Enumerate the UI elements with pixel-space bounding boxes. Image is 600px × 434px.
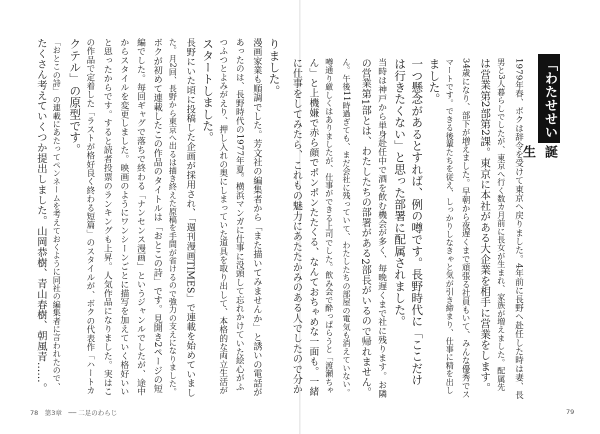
text-column: スタートしました。	[201, 38, 216, 144]
text-column: マートです。できる後輩たちを従え、しっかりしなきゃと気が引き締まり、仕事に精を出し	[445, 58, 455, 395]
text-column: たくさん考えていくつか提出しました。山岡恭樹、青山春樹、朝風青……。	[34, 38, 47, 394]
text-column: りました。	[267, 38, 282, 97]
heading-title-rest: 誕生	[520, 145, 557, 159]
text-column: 男と3人暮らしでしたが、東京へ行く数カ月前に長女が生まれ、家族が増えました。配属先	[496, 58, 506, 392]
text-column: と思ったからです。すると読者投票のランキングも上昇。人気作品になりました。実はこ	[101, 38, 112, 396]
text-column: 「おとこの詩」の連載にあたってペンネームを考えておくように同社の編集者に言われたので、	[52, 38, 62, 391]
right-page-folio: 79	[566, 408, 575, 416]
text-column: ました。	[427, 58, 442, 105]
text-column: 編でした。毎回ギャグで落ちで終わる「ナンセンス漫画」というジャンルでしたが、途中	[134, 38, 145, 396]
text-column: 漫画家業も順調でした。芳文社の編集者から「また描いてみませんか」と誘いの電話が	[251, 38, 262, 397]
text-column: は行きたくない」と思った部署に配属されました。	[393, 58, 408, 328]
text-column: 当時は神戸から単身赴任中で酒を飲む機会が多く、毎晩遅くまで社に残ります。お隣	[376, 58, 387, 399]
text-column: 長野にいた頃に投稿した企画が採用され、「週刊漫画TIMES」で連載を始めていまし	[184, 38, 196, 398]
text-column: 1979年春、ボクは辞令を受けて東京へ戻りました。4年前に長野へ赴任した時は妻、長	[513, 58, 524, 400]
text-column: た。月2回、長野から東京へ出るは描き終えた原稿を手間が省けるので強力の支えになりました。	[168, 38, 178, 396]
text-column: に仕事をしてみたら、これもの魅力にあたたかみのある人でしたので分か	[290, 58, 302, 395]
text-column: ん」と上機嫌で赤ら顔でポンポンたたくる、なんておちゃめな一面も。一緒	[307, 58, 319, 397]
section-heading	[520, 54, 560, 164]
text-column: つふつとよみがえり、押し入れの奥にしまっていた道具を取り出して、本格的な両立生活が	[217, 38, 228, 395]
text-column: あったのは、長野時代の1977年夏。横浜マンガに仕事に没頭して忘れかけていた絵心がふ	[234, 38, 245, 392]
text-column: 一つ懸念があるとすれば、例の噂です。長野時代に「ここだけ	[410, 58, 425, 386]
heading-title-mark: 「わたせせいぞう」	[538, 54, 560, 143]
text-column: 噂通り厳しくはありましたが、仕事ができる上司でした。飲み会で酔っぱらうと「渡瀬ちゃ	[324, 58, 334, 395]
text-column: 34歳になり、部下が増えました。早朝から夜遅くまで頑張る社員もいて、みんな優秀でス	[461, 58, 472, 399]
text-column: からスタイルを変更しました。映画のようにワンシーンごとに描写を加えていく格好いい	[118, 38, 129, 396]
text-column: は営業第2部第2課。東京に本社がある大企業を相手に営業をします。	[479, 58, 492, 393]
text-column: の作品で定着した「ラストが格好良く終わる短篇」のスタイルが、ボクの代表作「ハートカ	[84, 38, 95, 395]
text-column: ん。午後11時過ぎても、まだ会社に残っていて、わたしたちの部屋の電気も消えていない。	[342, 58, 351, 397]
text-column: クテル」の原型です。	[68, 38, 83, 155]
left-page-folio: 78 第3章 ── 二足のわらじ	[30, 409, 118, 417]
text-column: の営業第1部とは、わたしたちの部署がある2部長がいるので帰れません。	[359, 58, 371, 398]
text-column: ボクが初めて連載したこの作品のタイトルは「おとこの詩」です。見開き2ページの短	[151, 38, 162, 394]
